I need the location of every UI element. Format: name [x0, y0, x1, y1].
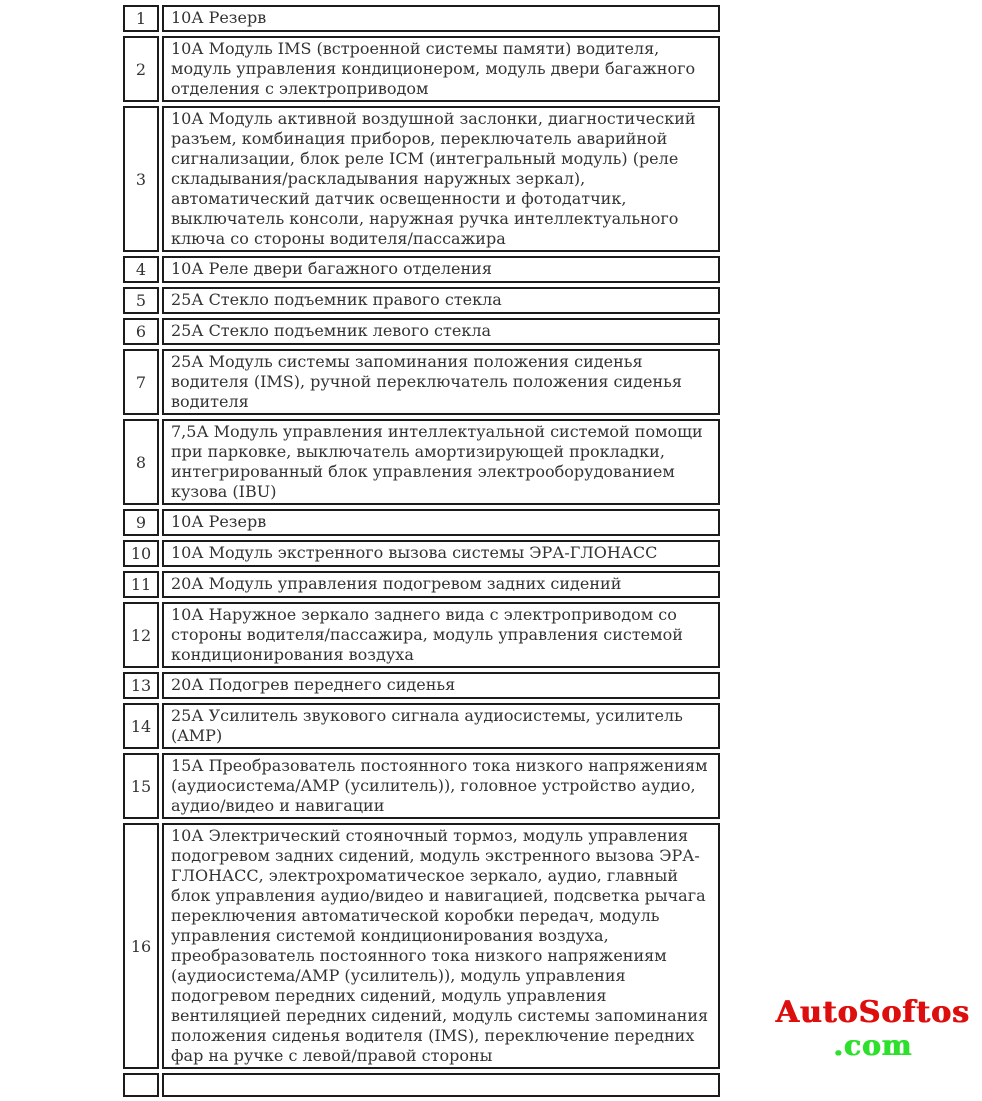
fuse-row — [123, 602, 720, 668]
fuse-description-cell: 20А Подогрев переднего сиденья — [162, 672, 720, 699]
fuse-number-cell — [123, 1073, 159, 1097]
fuse-number-cell: 16 — [123, 823, 159, 1069]
fuse-table — [123, 5, 720, 1101]
fuse-row — [123, 318, 720, 345]
fuse-description-cell: 10А Электрический стояночный тормоз, модуль управления подогревом задних сидений, модуль экстренного вызова ЭРА-ГЛОНАСС, электрохроматическое зеркало, аудио, главный блок управления аудио/видео и навигацией, подсветка рычага переключения автоматической коробки передач, модуль управления системой кондиционирования воздуха, преобразователь постоянного тока низкого напряжениям (аудиосистема/AMP (усилитель)), модуль управления подогревом передних сидений, модуль управления вентиляцией передних сидений, модуль системы запоминания положения сиденья водителя (IMS), переключение передних фар на ручке с левой/правой стороны — [162, 823, 720, 1069]
fuse-number-cell: 3 — [123, 106, 159, 252]
fuse-number-cell: 14 — [123, 703, 159, 749]
fuse-row — [123, 106, 720, 252]
fuse-number-cell: 1 — [123, 5, 159, 32]
fuse-description-cell: 10А Модуль активной воздушной заслонки, диагностический разъем, комбинация приборов, переключатель аварийной сигнализации, блок реле ICM (интегральный модуль) (реле складывания/раскладывания наружных зеркал), автоматический датчик освещенности и фотодатчик, выключатель консоли, наружная ручка интеллектуального ключа со стороны водителя/пассажира — [162, 106, 720, 252]
fuse-number-cell: 13 — [123, 672, 159, 699]
fuse-row — [123, 540, 720, 567]
fuse-row — [123, 36, 720, 102]
fuse-number-cell: 6 — [123, 318, 159, 345]
fuse-number-cell: 7 — [123, 349, 159, 415]
fuse-row — [123, 1073, 720, 1097]
fuse-description-cell: 15А Преобразователь постоянного тока низкого напряжениям (аудиосистема/AMP (усилитель)), головное устройство аудио, аудио/видео и навигации — [162, 753, 720, 819]
fuse-row — [123, 287, 720, 314]
fuse-number-cell: 5 — [123, 287, 159, 314]
fuse-description-cell: 25А Стекло подъемник правого стекла — [162, 287, 720, 314]
fuse-number-cell: 2 — [123, 36, 159, 102]
fuse-row — [123, 349, 720, 415]
fuse-description-cell: 25А Стекло подъемник левого стекла — [162, 318, 720, 345]
fuse-row — [123, 823, 720, 1069]
fuse-row — [123, 571, 720, 598]
fuse-row — [123, 509, 720, 536]
fuse-description-cell: 10А Резерв — [162, 509, 720, 536]
fuse-description-cell: 10А Реле двери багажного отделения — [162, 256, 720, 283]
fuse-row — [123, 5, 720, 32]
fuse-row — [123, 256, 720, 283]
fuse-description-cell: 10А Модуль IMS (встроенной системы памяти) водителя, модуль управления кондиционером, модуль двери багажного отделения с электроприводом — [162, 36, 720, 102]
fuse-number-cell: 11 — [123, 571, 159, 598]
fuse-number-cell: 10 — [123, 540, 159, 567]
fuse-row — [123, 753, 720, 819]
fuse-row — [123, 703, 720, 749]
fuse-description-cell: 10А Наружное зеркало заднего вида с электроприводом со стороны водителя/пассажира, модуль управления системой кондиционирования воздуха — [162, 602, 720, 668]
watermark-domain: .com — [832, 1029, 913, 1062]
fuse-number-cell: 15 — [123, 753, 159, 819]
fuse-row — [123, 672, 720, 699]
fuse-row — [123, 419, 720, 505]
fuse-number-cell: 12 — [123, 602, 159, 668]
fuse-number-cell: 9 — [123, 509, 159, 536]
fuse-number-cell: 8 — [123, 419, 159, 505]
fuse-description-cell: 25А Модуль системы запоминания положения сиденья водителя (IMS), ручной переключатель положения сиденья водителя — [162, 349, 720, 415]
watermark-brand: AutoSoftos — [775, 995, 970, 1030]
fuse-description-cell: 7,5А Модуль управления интеллектуальной системой помощи при парковке, выключатель амортизирующей прокладки, интегрированный блок управления электрооборудованием кузова (IBU) — [162, 419, 720, 505]
fuse-description-cell: 10А Резерв — [162, 5, 720, 32]
fuse-description-cell: 25А Усилитель звукового сигнала аудиосистемы, усилитель (AMP) — [162, 703, 720, 749]
watermark — [770, 995, 975, 1062]
fuse-number-cell: 4 — [123, 256, 159, 283]
fuse-description-cell: 20А Модуль управления подогревом задних сидений — [162, 571, 720, 598]
fuse-description-cell — [162, 1073, 720, 1097]
fuse-description-cell: 10А Модуль экстренного вызова системы ЭРА-ГЛОНАСС — [162, 540, 720, 567]
